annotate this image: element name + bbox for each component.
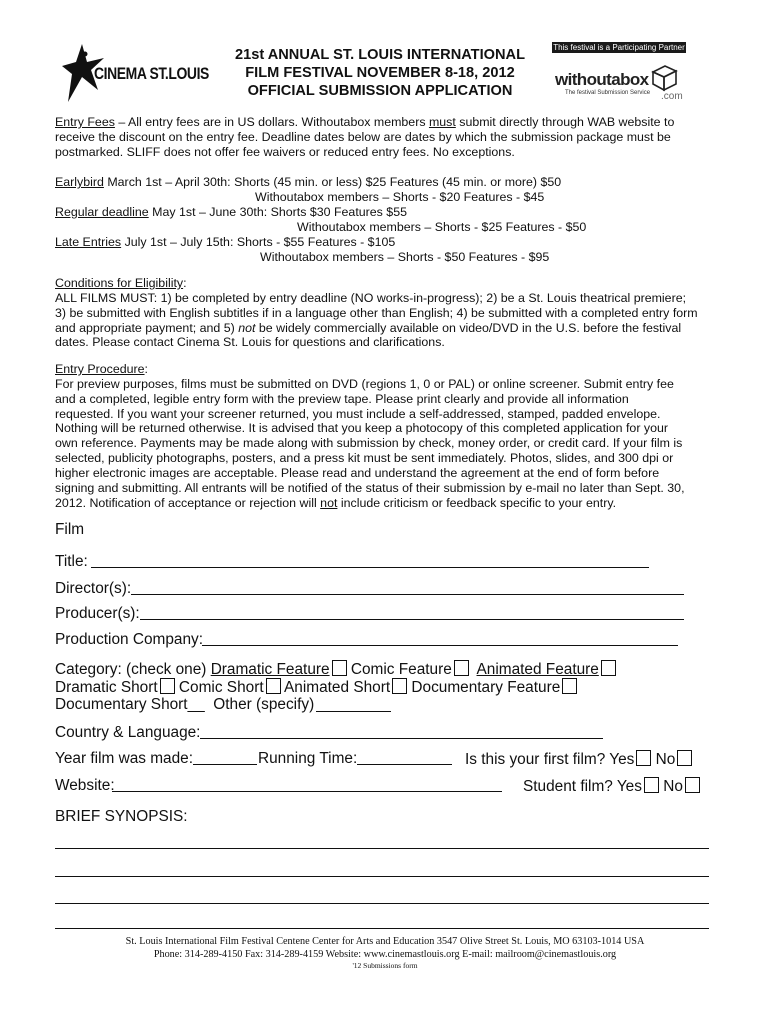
footer-form-id: '12 Submissions form	[352, 961, 418, 970]
country-field[interactable]	[200, 738, 603, 739]
directors-label: Director(s):	[55, 580, 132, 597]
earlybird-text: March 1st – April 30th: Shorts (45 min. or less) $25 Features (45 min. or more) $50	[103, 175, 562, 189]
procedure-line-5: own reference. Payments may be made along with submission by check, money order, or credit card. If your film is	[55, 436, 683, 450]
regular-row	[55, 205, 407, 220]
title-label: Title:	[55, 553, 88, 570]
other-specify-field[interactable]	[316, 711, 391, 712]
procedure-line-6: selected, publicity photographs, posters, and a press kit must be sent immediately. Photos, slides, and 300 dpi or	[55, 451, 674, 465]
first-film-no-label: No	[655, 751, 676, 768]
animated-feature-checkbox[interactable]	[601, 660, 616, 676]
first-film-label: Is this your first film? Yes	[465, 751, 635, 768]
title-line-2: FILM FESTIVAL NOVEMBER 8-18, 2012	[245, 65, 515, 81]
company-field[interactable]	[202, 645, 678, 646]
procedure-line-2: and a completed, legible entry form with the preview tape. Please print clearly and provide all information	[55, 392, 629, 406]
dramatic-feature-checkbox[interactable]	[332, 660, 347, 676]
late-wab: Withoutabox members – Shorts - $50 Features - $95	[260, 250, 550, 264]
form-title	[205, 46, 555, 100]
producers-field[interactable]	[140, 619, 684, 620]
first-film-no-checkbox[interactable]	[677, 750, 692, 766]
film-heading: Film	[55, 521, 85, 538]
procedure-line-9	[55, 496, 616, 511]
withoutabox-wordmark: withoutabox	[555, 70, 649, 89]
student-no-checkbox[interactable]	[685, 777, 700, 793]
fees-text: – All entry fees are in US dollars. Withoutabox members	[114, 115, 429, 129]
fees-text-2: submit directly through WAB website to	[455, 115, 675, 129]
directors-field[interactable]	[131, 594, 684, 595]
student-film-label: Student film? Yes	[523, 778, 642, 795]
late-row	[55, 235, 395, 250]
earlybird-row	[55, 175, 561, 190]
conditions-line-3a: and appropriate payment; and 5)	[55, 321, 239, 335]
logo-text: CINEMA ST.LOUIS	[94, 64, 209, 83]
dramatic-short-checkbox[interactable]	[160, 678, 175, 694]
synopsis-line-1[interactable]	[55, 848, 709, 849]
title-line-1: 21st ANNUAL ST. LOUIS INTERNATIONAL	[235, 47, 525, 63]
running-time-field[interactable]	[357, 764, 452, 765]
withoutabox-logo	[553, 60, 688, 106]
conditions-line-4: dates. Please contact Cinema St. Louis for questions and clarifications.	[55, 335, 445, 349]
other-label: Other (specify)	[213, 696, 315, 713]
conditions-not: not	[238, 321, 256, 335]
title-field[interactable]	[91, 567, 649, 568]
procedure-colon: :	[144, 362, 148, 376]
fees-label: Entry Fees	[55, 115, 115, 129]
conditions-colon: :	[183, 276, 187, 290]
fees-must: must	[428, 115, 456, 129]
website-label: Website:	[55, 777, 115, 794]
procedure-line-8: signing and submitting. All entrants will be notified of the status of their submission by e-mail no later than Sept. 30,	[55, 481, 685, 495]
box-icon	[649, 62, 679, 92]
dramatic-feature-label: Dramatic Feature	[210, 661, 330, 678]
procedure-line-3: requested. If you want your screener returned, you must include a self-addressed, stamped, padded envelope.	[55, 407, 661, 421]
producers-label: Producer(s):	[55, 605, 140, 622]
conditions-line-2: 3) be submitted with English subtitles if in a language other than English; 4) be submitted with a completed entry form	[55, 306, 698, 320]
conditions-line-3b: be widely commercially available on video/DVD in the U.S. before the festival	[255, 321, 682, 335]
animated-short-checkbox[interactable]	[392, 678, 407, 694]
student-film-row	[523, 777, 700, 796]
earlybird-wab: Withoutabox members – Shorts - $20 Features - $45	[255, 190, 545, 204]
year-field[interactable]	[193, 764, 257, 765]
animated-short-label: Animated Short	[284, 679, 391, 696]
synopsis-label: BRIEF SYNOPSIS:	[55, 808, 188, 825]
comic-feature-checkbox[interactable]	[454, 660, 469, 676]
comic-short-checkbox[interactable]	[266, 678, 281, 694]
category-row-2	[55, 678, 577, 697]
website-field[interactable]	[112, 791, 502, 792]
synopsis-line-3[interactable]	[55, 903, 709, 904]
partner-tagline: The festival Submission Service	[565, 90, 651, 96]
procedure-heading-text: Entry Procedure	[55, 362, 145, 376]
comic-short-label: Comic Short	[178, 679, 264, 696]
partner-com: .com	[661, 91, 683, 102]
documentary-feature-label: Documentary Feature	[411, 679, 561, 696]
student-yes-checkbox[interactable]	[644, 777, 659, 793]
regular-wab: Withoutabox members – Shorts - $25 Features - $50	[297, 220, 587, 234]
comic-feature-label: Comic Feature	[350, 661, 452, 678]
footer	[60, 936, 710, 971]
conditions-heading	[55, 276, 187, 291]
footer-contact: Phone: 314-289-4150 Fax: 314-289-4159 Website: www.cinemastlouis.org E-mail: mailroom@cinemastlouis.org	[153, 948, 617, 960]
fees-line-1	[55, 115, 674, 130]
running-label: Running Time:	[258, 750, 358, 767]
category-label: Category: (check one)	[55, 661, 211, 678]
category-row-1	[55, 660, 616, 679]
earlybird-label: Earlybird	[55, 175, 104, 189]
conditions-heading-text: Conditions for Eligibility	[55, 276, 184, 290]
synopsis-line-4[interactable]	[55, 928, 709, 929]
title-line-3: OFFICIAL SUBMISSION APPLICATION	[247, 83, 513, 99]
first-film-row	[465, 750, 692, 769]
procedure-last-a: 2012. Notification of acceptance or rejection will	[55, 496, 321, 510]
category-row-3	[55, 696, 314, 714]
student-no-label: No	[663, 778, 683, 795]
footer-address: St. Louis International Film Festival Centene Center for Arts and Education 3547 Olive Street St. Louis, MO 63103-1014 USA	[125, 936, 645, 947]
year-label: Year film was made:	[55, 750, 194, 767]
documentary-short-label: Documentary Short__	[55, 696, 205, 713]
procedure-line-4: Nothing will be returned otherwise. It is advised that you keep a photocopy of this completed application for your	[55, 421, 668, 435]
country-label: Country & Language:	[55, 724, 201, 741]
documentary-feature-checkbox[interactable]	[562, 678, 577, 694]
first-film-yes-checkbox[interactable]	[636, 750, 651, 766]
fees-line-2: receive the discount on the entry fee. Deadline dates below are dates by which the submission package must be	[55, 130, 671, 144]
company-label: Production Company:	[55, 631, 203, 648]
partner-banner: This festival is a Participating Partner of	[553, 43, 685, 63]
cinema-st-louis-logo	[60, 44, 209, 104]
late-text: July 1st – July 15th: Shorts - $55 Features - $105	[121, 235, 396, 249]
synopsis-line-2[interactable]	[55, 876, 709, 877]
regular-label: Regular deadline	[55, 205, 149, 219]
animated-feature-label: Animated Feature	[476, 661, 599, 678]
late-label: Late Entries	[55, 235, 122, 249]
fees-line-3: postmarked. SLIFF does not offer fee waivers or reduced entry fees. No exceptions.	[55, 145, 515, 159]
procedure-line-7: higher electronic images are acceptable. Please read and understand the agreement at the end of form before	[55, 466, 660, 480]
conditions-line-3	[55, 321, 681, 336]
procedure-last-b: include criticism or feedback specific to your entry.	[337, 496, 617, 510]
dramatic-short-label: Dramatic Short	[55, 679, 158, 696]
procedure-heading	[55, 362, 148, 377]
procedure-not: not	[320, 496, 338, 510]
procedure-line-1: For preview purposes, films must be submitted on DVD (regions 1, 0 or PAL) or online screener. Submit entry fee	[55, 377, 674, 391]
conditions-line-1: ALL FILMS MUST: 1) be completed by entry deadline (NO works-in-progress); 2) be a St. Louis theatrical premiere;	[55, 291, 687, 305]
regular-text: May 1st – June 30th: Shorts $30 Features $55	[148, 205, 407, 219]
